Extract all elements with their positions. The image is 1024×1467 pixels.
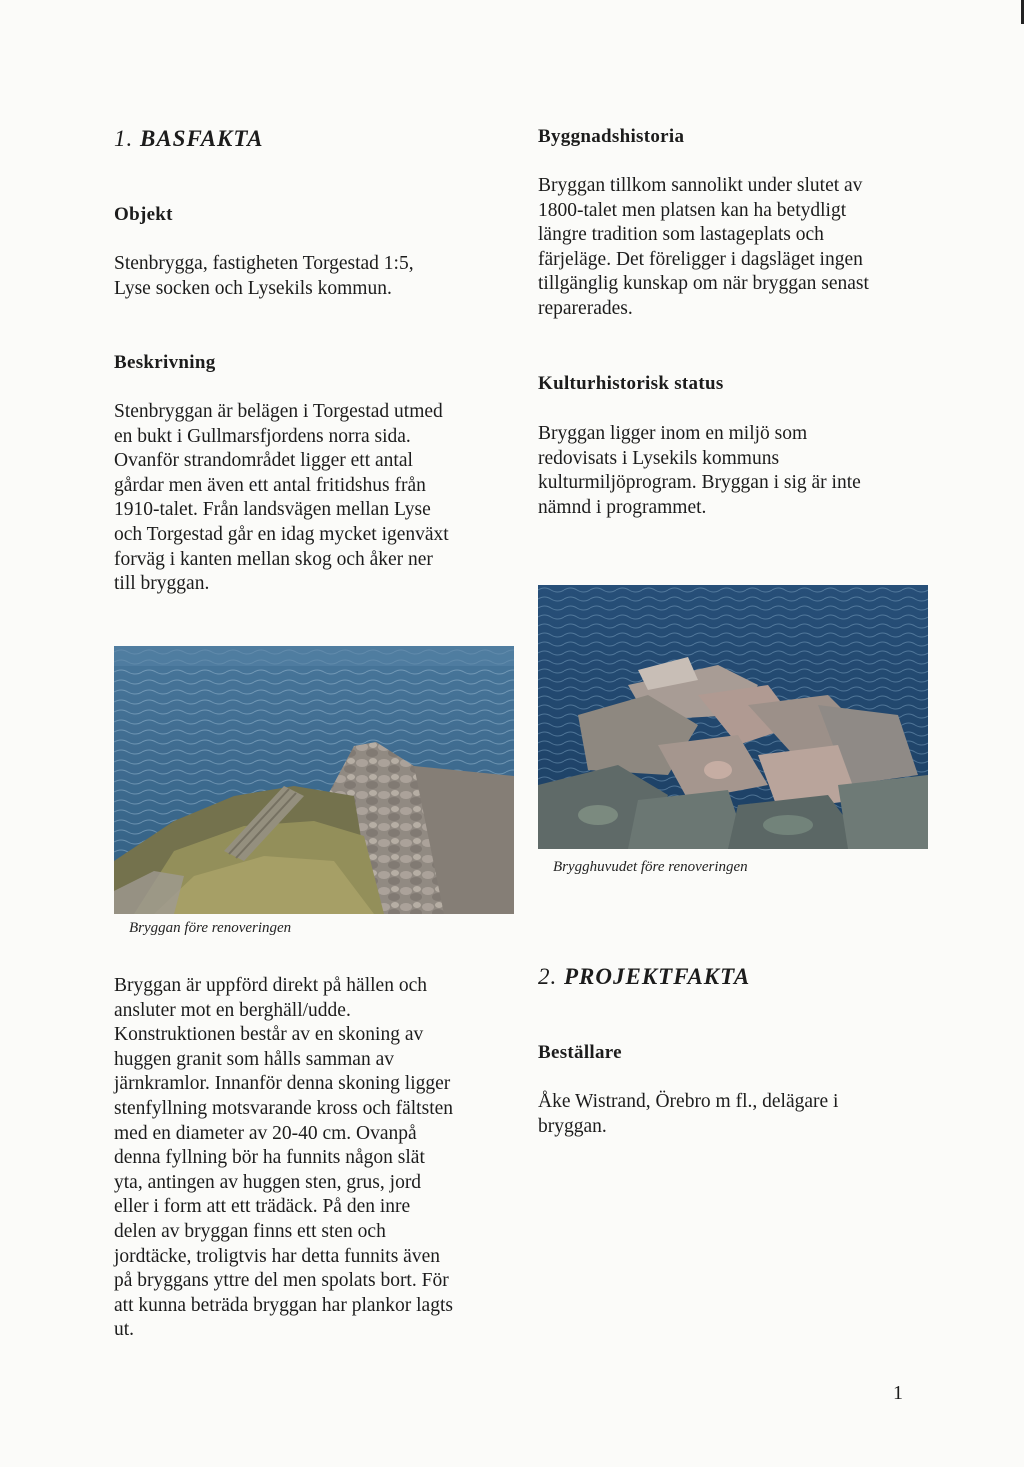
- bestallare-text: Åke Wistrand, Örebro m fl., delägare i bryggan.: [538, 1091, 839, 1137]
- kulturhistorisk-paragraph: [538, 422, 938, 520]
- objekt-text: Stenbrygga, fastigheten Torgestad 1:5, Lyse socken och Lysekils kommun.: [114, 253, 414, 299]
- photo-brygghuvudet: [538, 585, 928, 849]
- left-photo-caption: [129, 920, 291, 937]
- page-number: 1: [893, 1382, 903, 1404]
- section-number-2: 2.: [538, 964, 558, 989]
- beskrivning-heading: [114, 352, 216, 374]
- kulturhistorisk-text: Bryggan ligger inom en miljö som redovisats i Lysekils kommuns kulturmiljöprogram. Bryggan i sig är inte nämnd i programmet.: [538, 423, 861, 518]
- beskrivning-text: Stenbryggan är belägen i Torgestad utmed en bukt i Gullmarsfjordens norra sida. Ovanför strandområdet ligger ett antal gårdar men även ett antal fritidshus från 1910-talet. Från landsvägen mellan Lyse och Torgestad går en idag mycket igenväxt forväg i kanten mellan skog och åker ner till bryggan.: [114, 401, 449, 595]
- objekt-heading-text: Objekt: [114, 204, 173, 225]
- bestallare-heading-text: Beställare: [538, 1042, 622, 1063]
- left-photo-caption-text: Bryggan före renoveringen: [129, 920, 292, 936]
- objekt-paragraph: [114, 252, 514, 301]
- section-heading-projektfakta: [538, 964, 750, 990]
- objekt-heading: [114, 204, 173, 226]
- section-title: BASFAKTA: [140, 126, 264, 151]
- beskrivning-heading-text: Beskrivning: [114, 352, 216, 373]
- photo-bryggan: [114, 646, 514, 914]
- right-photo-caption: [553, 859, 748, 876]
- beskrivning-paragraph: [114, 400, 514, 597]
- konstruktion-text: Bryggan är uppförd direkt på hällen och ansluter mot en berghäll/udde. Konstruktionen består av en skoning av huggen granit som hålls samman av järnkramlor. Innanför denna skoning ligger stenfyllning motsvarande kross och fältsten med en diameter av 20-40 cm. Ovanpå denna fyllning bör ha funnits någon slät yta, antingen av huggen sten, grus, jord eller i form att ett trädäck. På den inre delen av bryggan finns ett sten och jordtäcke, troligtvis har detta funnits även på bryggans yttre del men spolats bort. För att kunna beträda bryggan har plankor lagts ut.: [114, 975, 454, 1341]
- konstruktion-paragraph: [114, 974, 534, 1343]
- byggnadshistoria-paragraph: [538, 174, 938, 322]
- right-photo-caption-text: Brygghuvudet före renoveringen: [553, 859, 748, 875]
- byggnadshistoria-heading: [538, 126, 684, 148]
- kulturhistorisk-heading-text: Kulturhistorisk status: [538, 373, 724, 394]
- kulturhistorisk-heading: [538, 373, 724, 395]
- section-number: 1.: [114, 126, 134, 151]
- byggnadshistoria-heading-text: Byggnadshistoria: [538, 126, 685, 147]
- section-title-2: PROJEKTFAKTA: [564, 964, 751, 989]
- bestallare-paragraph: [538, 1090, 938, 1139]
- byggnadshistoria-text: Bryggan tillkom sannolikt under slutet av 1800-talet men platsen kan ha betydligt längre tradition som lastageplats och färjeläge. Det föreligger i dagsläget ingen tillgänglig kunskap om när bryggan senast reparerades.: [538, 175, 869, 319]
- section-heading-basfakta: [114, 126, 264, 152]
- bestallare-heading: [538, 1042, 622, 1064]
